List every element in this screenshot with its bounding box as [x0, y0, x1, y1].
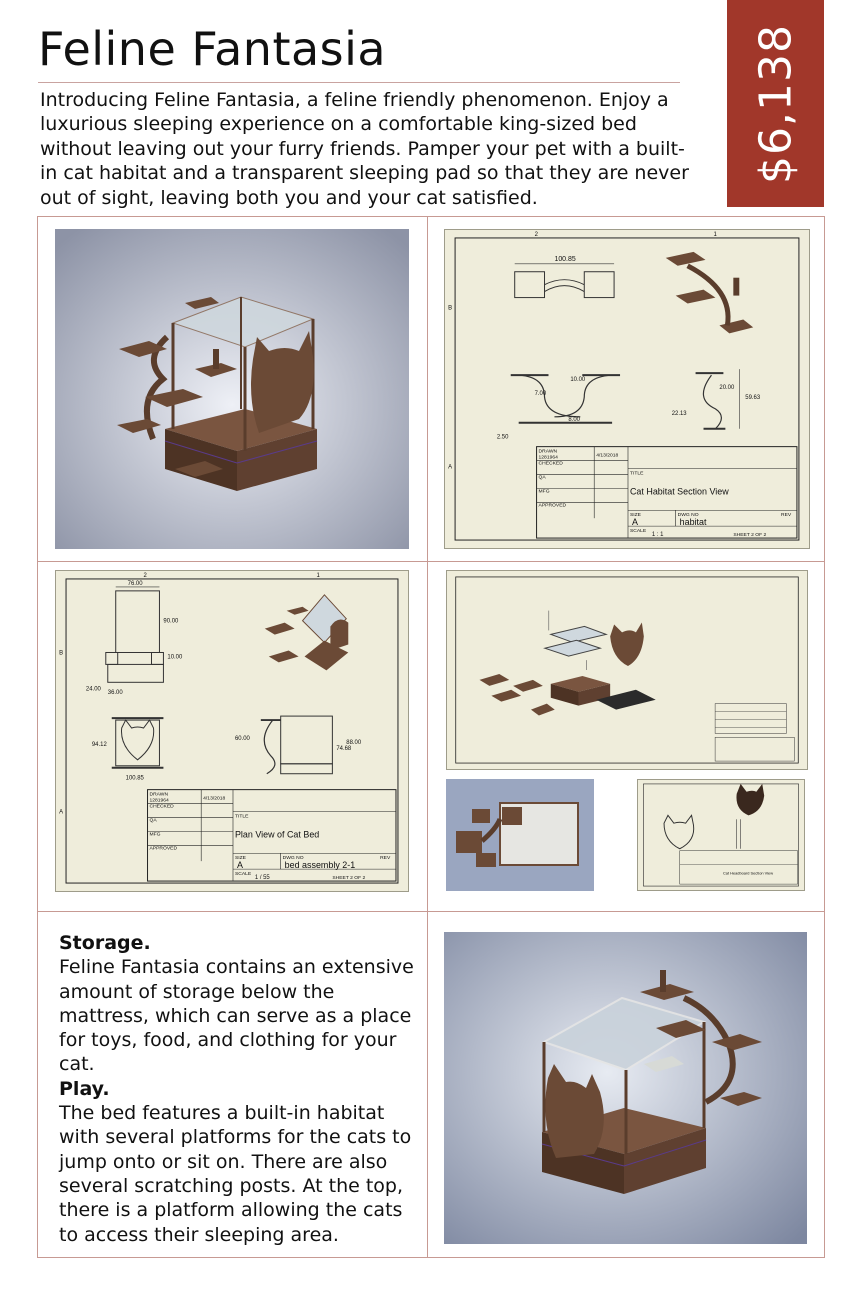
storage-heading: Storage. [59, 932, 151, 954]
drawn-date: 4/13/2018 [203, 796, 226, 802]
scale-value: 1 : 1 [651, 532, 664, 539]
grid-divider-row2 [37, 911, 825, 912]
scale-label: SCALE [629, 529, 647, 535]
drawing-bed-plan [55, 570, 409, 892]
zone-label: B [59, 650, 64, 657]
zone-label: A [59, 809, 64, 816]
title-block [537, 447, 797, 538]
dimension-label: 36.00 [107, 690, 123, 697]
dimension-label: 7.00 [534, 390, 547, 397]
sheet-label: SHEET 2 OF 2 [733, 533, 767, 539]
dimension-label: 94.12 [91, 741, 107, 748]
zone-label: 1 [713, 231, 717, 238]
rev-label: REV [781, 513, 792, 519]
drawing-title: Cat Headboard Section View [722, 870, 774, 876]
size-value: A [236, 860, 243, 871]
title-divider [38, 82, 680, 83]
zone-label: 2 [143, 572, 147, 579]
size-value: A [631, 517, 638, 528]
size-label: SIZE [629, 513, 641, 519]
mfg-label: MFG [538, 489, 550, 495]
dimension-label: 20.00 [719, 385, 735, 391]
dwg-no-value: bed assembly 2-1 [284, 860, 356, 871]
play-heading: Play. [59, 1077, 110, 1100]
dwg-no-value: habitat [679, 517, 707, 528]
price-badge [727, 0, 824, 207]
dimension-label: 100.85 [554, 255, 576, 263]
dimension-label: 2.50 [496, 434, 509, 441]
scale-label: SCALE [234, 872, 252, 878]
qa-label: QA [538, 475, 546, 481]
title-label: TITLE [234, 814, 249, 820]
drawn-id: 1281964 [149, 798, 169, 804]
dimension-label: 74.68 [336, 745, 352, 752]
zone-label: 1 [316, 572, 320, 579]
drawing-headboard-section [637, 779, 805, 891]
dimension-label: 8.00 [568, 416, 580, 423]
zone-label: A [448, 464, 453, 471]
dimension-label: 90.00 [163, 618, 179, 625]
dimension-label: 76.00 [127, 580, 143, 587]
bed-render-top [446, 779, 594, 891]
scale-value: 1 / 55 [254, 875, 270, 882]
drawn-label: DRAWN [538, 449, 558, 455]
qa-label: QA [149, 818, 157, 824]
drawn-id: 1281964 [538, 455, 558, 461]
dimension-label: 60.00 [234, 735, 250, 742]
approved-label: APPROVED [149, 846, 178, 852]
page-title: Feline Fantasia [38, 22, 387, 76]
feature-description [59, 931, 419, 1247]
drawing-habitat-section [444, 229, 810, 549]
drawn-label: DRAWN [149, 792, 169, 798]
checked-label: CHECKED [149, 804, 174, 810]
dimension-label: 100.85 [125, 775, 144, 782]
dimension-label: 88.00 [346, 739, 362, 746]
dimension-label: 24.00 [85, 686, 101, 693]
play-text: The bed features a built-in habitat with several platforms for the cats to jump onto or sit on. There are also several scratching posts. At the top, there is a platform allowing the cats to access their sleeping area. [59, 1102, 412, 1246]
intro-paragraph: Introducing Feline Fantasia, a feline friendly phenomenon. Enjoy a luxurious sleeping experience on a comfortable king-sized bed without leaving out your furry friends. Pamper your pet with a built-in cat habitat and a transparent sleeping pad so that they are never out of sight, leaving both you and your cat satisfied. [40, 89, 689, 209]
drawing-exploded-assembly [446, 570, 808, 770]
bed-render-back [444, 932, 807, 1244]
grid-divider-vertical [427, 216, 428, 1258]
mfg-label: MFG [149, 832, 161, 838]
drawing-title: Plan View of Cat Bed [234, 829, 320, 840]
drawing-title: Cat Habitat Section View [629, 486, 729, 497]
dimension-label: 59.63 [745, 394, 761, 401]
dimension-label: 22.13 [671, 410, 687, 417]
rev-label: REV [380, 856, 391, 862]
price-value: $6,138 [750, 23, 801, 184]
zone-label: 2 [534, 231, 538, 238]
title-label: TITLE [629, 471, 644, 477]
zone-label: B [448, 305, 453, 312]
dwg-no-label: DWG NO [282, 856, 304, 862]
bed-render-front [55, 229, 409, 549]
storage-text: Feline Fantasia contains an extensive amount of storage below the mattress, which can serve as a place for toys, food, and clothing for your cat. [59, 956, 414, 1076]
dimension-label: 10.00 [167, 654, 183, 661]
dimension-label: 10.00 [570, 377, 586, 384]
drawn-date: 4/13/2018 [596, 453, 619, 459]
grid-divider-row1 [37, 561, 825, 562]
sheet-label: SHEET 2 OF 2 [332, 876, 366, 882]
size-label: SIZE [234, 856, 246, 862]
approved-label: APPROVED [538, 503, 567, 509]
title-block [148, 790, 396, 881]
dwg-no-label: DWG NO [677, 513, 699, 519]
checked-label: CHECKED [538, 461, 563, 467]
